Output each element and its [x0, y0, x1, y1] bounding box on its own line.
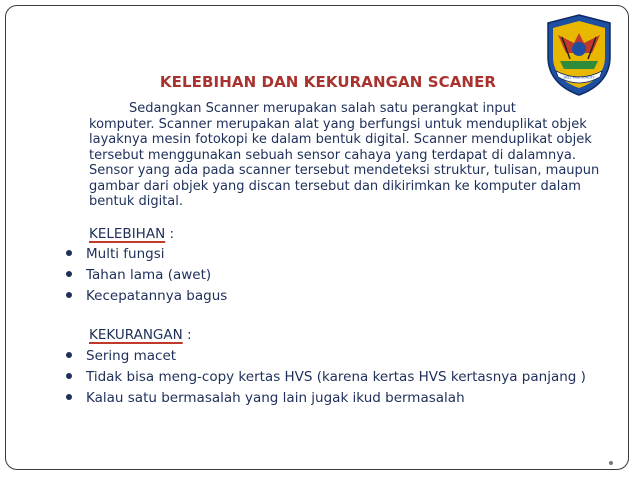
- list-item: [66, 388, 586, 409]
- intro-body: komputer. Scanner merupakan alat yang berfungsi untuk menduplikat objek layaknya mesin fotokopi ke dalam bentuk digital. Scanner menduplikat objek tersebut menggunakan sebuah sensor cahaya yang terdapat di dalamnya. Sensor yang ada pada scanner tersebut mendeteksi struktur, tulisan, maupun gambar dari objek yang discan tersebut dan dikirimkan ke komputer dalam bentuk digital.: [89, 116, 600, 209]
- kekurangan-list: [66, 346, 586, 409]
- bullet-icon: [66, 373, 72, 379]
- kelebihan-list: [66, 244, 227, 307]
- kelebihan-heading-suffix: :: [165, 226, 175, 242]
- intro-lead: Sedangkan Scanner merupakan salah satu perangkat input: [129, 101, 516, 116]
- kekurangan-heading: [89, 327, 192, 343]
- bullet-icon: [66, 394, 72, 400]
- list-item-text: Sering macet: [86, 348, 177, 364]
- slide-title: KELEBIHAN DAN KEKURANGAN SCANER: [159, 73, 497, 91]
- list-item-text: Kecepatannya bagus: [86, 288, 228, 304]
- list-item: [66, 346, 586, 367]
- corner-dot: [609, 461, 613, 465]
- kelebihan-heading-label: KELEBIHAN: [89, 226, 166, 242]
- logo-ribbon-text: SKILL AND QUALITY: [563, 75, 595, 80]
- list-item: [66, 265, 227, 286]
- intro-paragraph: [89, 101, 607, 210]
- list-item-text: Tahan lama (awet): [86, 267, 212, 283]
- list-item: [66, 244, 227, 265]
- bullet-icon: [66, 352, 72, 358]
- list-item-text: Multi fungsi: [86, 246, 165, 262]
- list-item: [66, 286, 227, 307]
- list-item-text: Kalau satu bermasalah yang lain jugak ikud bermasalah: [86, 390, 465, 406]
- bullet-icon: [66, 271, 72, 277]
- list-item: [66, 367, 586, 388]
- kekurangan-heading-label: KEKURANGAN: [89, 327, 183, 343]
- bullet-icon: [66, 292, 72, 298]
- list-item-text: Tidak bisa meng-copy kertas HVS (karena kertas HVS kertasnya panjang ): [86, 369, 586, 385]
- kekurangan-heading-suffix: :: [182, 327, 192, 343]
- kelebihan-heading: [89, 226, 174, 242]
- bullet-icon: [66, 250, 72, 256]
